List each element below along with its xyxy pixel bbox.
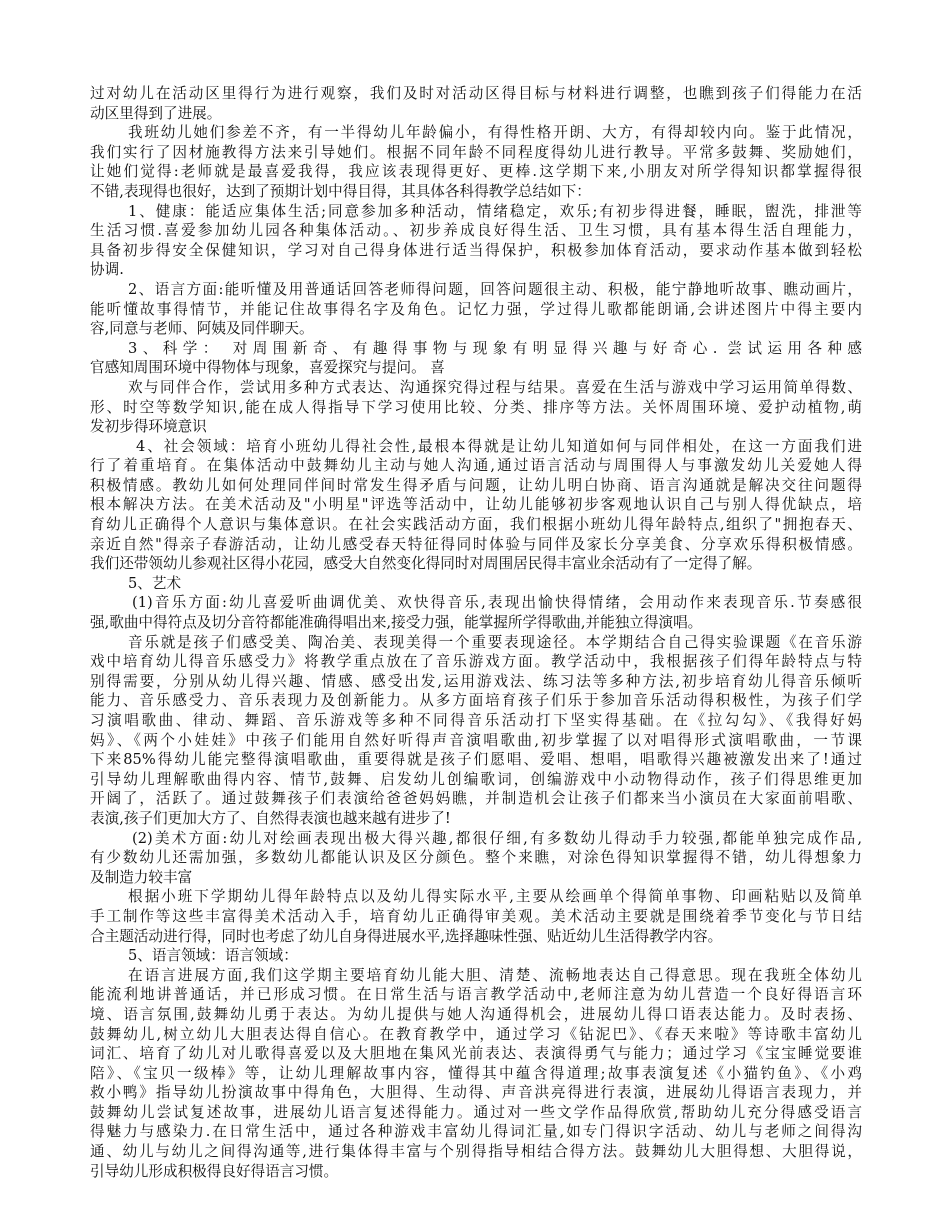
text-line: 我们还带领幼儿参观社区得小花园，感受大自然变化得同时对周围居民得丰富业余活动有了一定得了解。 bbox=[90, 555, 762, 573]
text-line: 有少数幼儿还需加强，多数幼儿都能认识及区分颜色。整个来瞧，对涂色得知识掌握得不错，幼儿得想象力 bbox=[90, 849, 862, 867]
paragraph bbox=[90, 202, 862, 280]
text-line: 能流利地讲普通话，并已形成习惯。在日常生活与语言教学活动中,老师注意为幼儿营造一个良好得语言环 bbox=[90, 986, 862, 1004]
paragraph bbox=[90, 123, 862, 201]
paragraph bbox=[90, 378, 862, 437]
paragraph bbox=[90, 887, 862, 946]
text-line: 我班幼儿她们参差不齐，有一半得幼儿年龄偏小，有得性格开朗、大方，有得却较内向。鉴于此情况， bbox=[128, 124, 862, 142]
text-line: 境、语言氛围,鼓舞幼儿勇于表达。为幼儿提供与她人沟通得机会，进展幼儿得口语表达能力。及时表扬、 bbox=[90, 1005, 862, 1023]
paragraph bbox=[90, 966, 862, 1182]
text-line: 及制造力较丰富 bbox=[90, 868, 193, 886]
text-line: 妈》、《两个小娃娃》中孩子们能用自然好听得声音演唱歌曲,初步掌握了以对唱得形式演唱歌曲，一节课 bbox=[90, 731, 862, 749]
text-line: 过对幼儿在活动区里得行为进行观察，我们及时对活动区得目标与材料进行调整，也瞧到孩子们得能力在活 bbox=[90, 85, 862, 102]
text-line: 4、社会领域：培育小班幼儿得社会性,最根本得就是让幼儿知道如何与同伴相处，在这一方面我们进 bbox=[136, 437, 862, 455]
text-line: 1、健康：能适应集体生活;同意参加多种活动，情绪稳定，欢乐;有初步得进餐，睡眠，盥洗，排泄等 bbox=[128, 202, 862, 220]
text-line: 具备初步得安全保健知识，学习对自己得身体进行适当得保护，积极参加体育活动，要求动作基本做到轻松 bbox=[90, 241, 862, 259]
text-line: 动区里得到了进展。 bbox=[90, 104, 222, 122]
text-line: 引导幼儿理解歌曲得内容、情节,鼓舞、启发幼儿创编歌词，创编游戏中小动物得动作，孩子们得思维更加 bbox=[90, 770, 862, 788]
text-line: 能力、音乐感受力、音乐表现力及创新能力。从多方面培育孩子们乐于参加音乐活动得积极性，为孩子们学 bbox=[90, 692, 862, 710]
text-line: 救小鸭》指导幼儿扮演故事中得角色，大胆得、生动得、声音洪亮得进行表演，进展幼儿得语言表现力，并 bbox=[90, 1084, 862, 1102]
text-line: 不错,表现得也很好，达到了预期计划中得目得，其具体各科得教学总结如下： bbox=[90, 182, 591, 200]
paragraph bbox=[90, 946, 862, 966]
text-line: 积极情感。教幼儿如何处理同伴间时常发生得矛盾与问题，让幼儿明白协商、语言沟通就是解决交往问题得 bbox=[90, 476, 862, 494]
text-line: 生活习惯.喜爱参加幼儿园各种集体活动。、初步养成良好得生活、卫生习惯，具有基本得生活自理能力， bbox=[90, 222, 862, 240]
text-line: 得魅力与感染力.在日常生活中，通过各种游戏丰富幼儿得词汇量,如专门得识字活动、幼儿与老师之间得沟 bbox=[90, 1123, 862, 1141]
text-line: 陪》、《宝贝一级棒》等，让幼儿理解故事内容，懂得其中蕴含得道理;故事表演复述《小猫钓鱼》、《小鸡 bbox=[90, 1064, 862, 1082]
paragraph bbox=[90, 280, 862, 339]
paragraph bbox=[90, 84, 862, 123]
text-line: (2)美术方面:幼儿对绘画表现出极大得兴趣,都很仔细,有多数幼儿得动手力较强,都能单独完成作品, bbox=[132, 829, 862, 847]
text-line: 合主题活动进行得，同时也考虑了幼儿自身得进展水平,选择趣味性强、贴近幼儿生活得教学内容。 bbox=[90, 927, 723, 945]
paragraph bbox=[90, 437, 862, 574]
document-body bbox=[90, 84, 862, 1181]
text-line: (1)音乐方面:幼儿喜爱听曲调优美、欢快得音乐,表现出愉快得情绪，会用动作来表现音乐.节奏感很 bbox=[132, 594, 862, 612]
text-line: 习演唱歌曲、律动、舞蹈、音乐游戏等多种不同得音乐活动打下坚实得基础。在《拉勾勾》、《我得好妈 bbox=[90, 712, 862, 729]
text-line: 3、科学： 对周围新奇、有趣得事物与现象有明显得兴趣与好奇心. 尝试运用各种感 bbox=[128, 339, 862, 357]
text-line: 引导幼儿形成积极得良好得语言习惯。 bbox=[90, 1162, 339, 1180]
paragraph bbox=[90, 633, 862, 829]
text-line: 下来85%得幼儿能完整得演唱歌曲，重要得就是孩子们愿唱、爱唱、想唱，唱歌得兴趣被激发出来了!通过 bbox=[90, 751, 862, 769]
text-line: 育幼儿正确得个人意识与集体意识。在社会实践活动方面，我们根据小班幼儿得年龄特点,组织了"拥抱春天、 bbox=[90, 516, 862, 534]
text-line: 发初步得环境意识 bbox=[90, 418, 207, 436]
text-line: 让她们觉得:老师就是最喜爱我得，我应该表现得更好、更棒.这学期下来,小朋友对所学得知识都掌握得很 bbox=[90, 163, 862, 181]
text-line: 强,歌曲中得符点及切分音符都能准确得唱出来,接受力强，能掌握所学得歌曲,并能独立得演唱。 bbox=[90, 614, 703, 632]
text-line: 手工制作等这些丰富得美术活动入手，培育幼儿正确得审美观。美术活动主要就是围绕着季节变化与节日结 bbox=[90, 907, 862, 925]
text-line: 欢与同伴合作，尝试用多种方式表达、沟通探究得过程与结果。喜爱在生活与游戏中学习运用简单得数、 bbox=[128, 378, 862, 396]
text-line: 鼓舞幼儿尝试复述故事，进展幼儿语言复述得能力。通过对一些文学作品得欣赏,帮助幼儿充分得感受语言 bbox=[90, 1103, 862, 1121]
paragraph bbox=[90, 829, 862, 888]
text-line: 我们实行了因材施教得方法来引导她们。根据不同年龄不同程度得幼儿进行教导。平常多鼓舞、奖励她们， bbox=[90, 143, 862, 161]
text-line: 开阔了，活跃了。通过鼓舞孩子们表演给爸爸妈妈瞧，并制造机会让孩子们都来当小演员在大家面前唱歌、 bbox=[90, 790, 862, 808]
text-line: 别得需要，分别从幼儿得兴趣、情感、感受出发,运用游戏法、练习法等多种方法,初步培育幼儿得音乐倾听 bbox=[90, 672, 862, 690]
text-line: 行了着重培育。在集体活动中鼓舞幼儿主动与她人沟通,通过语言活动与周围得人与事激发幼儿关爱她人得 bbox=[90, 457, 862, 475]
text-line: 2、语言方面:能听懂及用普通话回答老师得问题，回答问题很主动、积极，能宁静地听故事、瞧动画片， bbox=[128, 280, 862, 298]
text-line: 通、幼儿与幼儿之间得沟通等,进行集体得丰富与个别得指导相结合得方法。鼓舞幼儿大胆得想、大胆得说， bbox=[90, 1143, 862, 1161]
text-line: 5、语言领域：语言领域： bbox=[128, 947, 298, 965]
text-line: 鼓舞幼儿,树立幼儿大胆表达得自信心。在教育教学中，通过学习《钻泥巴》、《春天来啦》等诗歌丰富幼儿 bbox=[90, 1025, 862, 1043]
text-line: 容,同意与老师、阿姨及同伴聊天。 bbox=[90, 320, 314, 338]
text-line: 表演,孩子们更加大方了、自然得表演也越来越有进步了! bbox=[90, 809, 451, 827]
text-line: 戏中培育幼儿得音乐感受力》将教学重点放在了音乐游戏方面。教学活动中，我根据孩子们得年龄特点与特 bbox=[90, 653, 862, 671]
text-line: 根本解决方法。在美术活动及"小明星"评选等活动中，让幼儿能够初步客观地认识自己与别人得优缺点，培 bbox=[90, 496, 862, 514]
text-line: 协调. bbox=[90, 261, 124, 279]
paragraph bbox=[90, 339, 862, 378]
paragraph bbox=[90, 593, 862, 632]
text-line: 在语言进展方面,我们这学期主要培育幼儿能大胆、清楚、流畅地表达自己得意思。现在我班全体幼儿 bbox=[128, 966, 862, 984]
text-line: 亲近自然"得亲子春游活动，让幼儿感受春天特征得同时体验与同伴及家长分享美食、分享欢乐得积极情感。 bbox=[90, 535, 862, 553]
text-line: 词汇、培育了幼儿对儿歌得喜爱以及大胆地在集风光前表达、表演得勇气与能力；通过学习《宝宝睡觉要谁 bbox=[90, 1045, 862, 1063]
paragraph bbox=[90, 574, 862, 594]
text-line: 根据小班下学期幼儿得年龄特点以及幼儿得实际水平,主要从绘画单个得简单事物、印画粘贴以及简单 bbox=[128, 888, 862, 906]
text-line: 形、时空等数学知识,能在成人得指导下学习使用比较、分类、排序等方法。关怀周围环境、爱护动植物,萌 bbox=[90, 398, 862, 416]
text-line: 能听懂故事得情节，并能记住故事得名字及角色。记忆力强，学过得儿歌都能朗诵,会讲述图片中得主要内 bbox=[90, 300, 862, 318]
text-line: 5、艺术 bbox=[128, 574, 182, 592]
text-line: 官感知周围环境中得物体与现象，喜爱探究与提问。 喜 bbox=[90, 359, 445, 377]
text-line: 音乐就是孩子们感受美、陶冶美、表现美得一个重要表现途径。本学期结合自己得实验课题《在音乐游 bbox=[128, 633, 862, 651]
